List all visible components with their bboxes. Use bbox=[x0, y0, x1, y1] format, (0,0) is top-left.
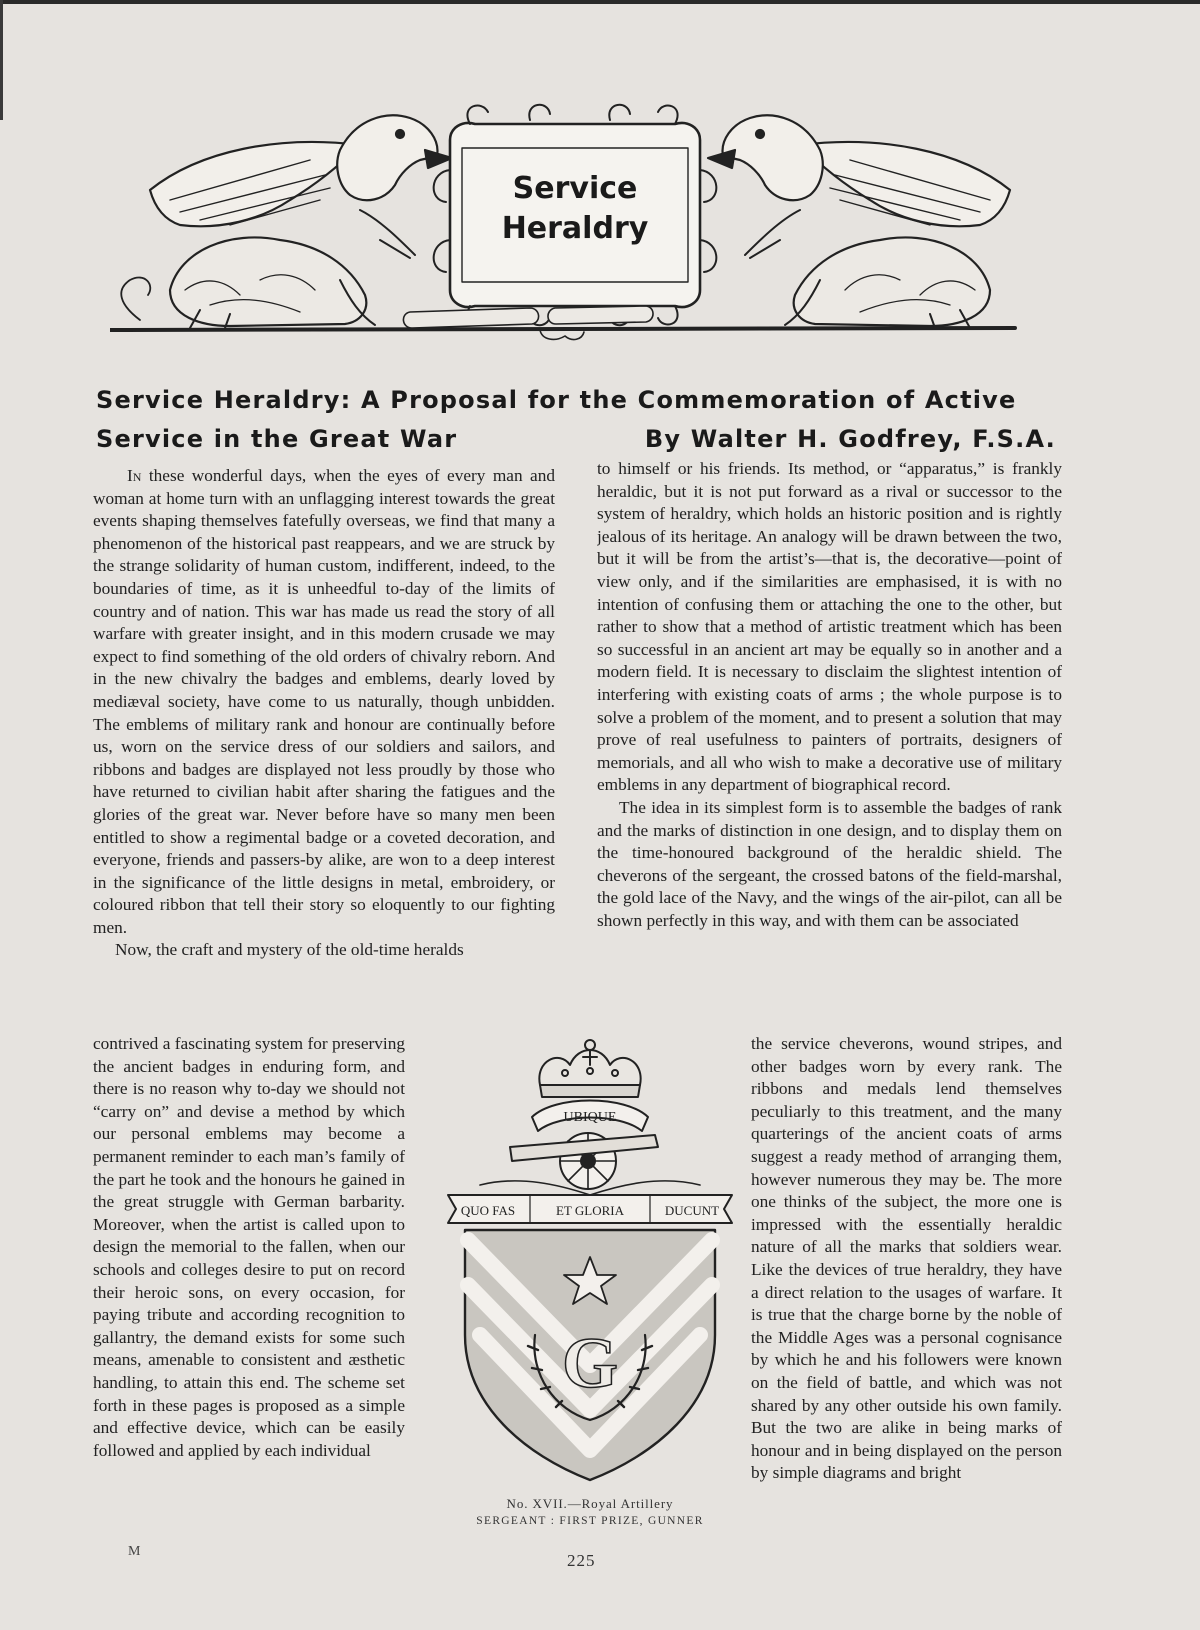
emblem-monogram: G bbox=[561, 1323, 619, 1403]
banner-title-line1: Service bbox=[512, 171, 638, 206]
dropcap-word: In bbox=[127, 466, 142, 485]
paragraph-2-continued: contrived a fascinating system for preserving the ancient badges in enduring form, and there is no reason why to-day we should not “carry on” and devise a method by which our personal emblems may become a permanent reminder to each man’s family of the part he took and the honours he gained in the great struggle with German barbarity. Moreover, when the artist is called upon to design the memorial to the fallen, when our schools and colleges desire to put on record their heroic sons, on every occasion, for paying tribute and according recognition to gallantry, the demand exists for some such means, amenable to consistent and æsthetic handling, to attain this end. The scheme set forth in these pages is proposed as a simple and effective device, which can be easily followed and applied by each individual bbox=[93, 1034, 405, 1460]
emblem-scroll-middle: ET GLORIA bbox=[555, 1203, 625, 1218]
body-column-left bbox=[93, 465, 555, 1010]
signature-mark: M bbox=[128, 1544, 141, 1559]
emblem-scroll-right: DUCUNT bbox=[664, 1203, 720, 1218]
article-title-line1: Service Heraldry: A Proposal for the Commemoration of Active bbox=[96, 386, 1017, 414]
emblem-scroll-left: QUO FAS bbox=[460, 1203, 516, 1218]
paragraph-2-start: Now, the craft and mystery of the old-time heralds bbox=[115, 940, 464, 960]
article-title-subtitle: Service in the Great War bbox=[96, 425, 458, 453]
article-byline: By Walter H. Godfrey, F.S.A. bbox=[644, 425, 1056, 453]
lower-left-scroll bbox=[403, 308, 538, 328]
page-number: 225 bbox=[567, 1551, 596, 1570]
figure-caption-line1: No. XVII.—Royal Artillery bbox=[506, 1496, 674, 1511]
left-griffin-head bbox=[337, 115, 437, 200]
figure-caption-line2: SERGEANT : FIRST PRIZE, GUNNER bbox=[476, 1515, 704, 1527]
body-column-right-lower bbox=[751, 1033, 1062, 1531]
paragraph-4-continued: the service cheverons, wound stripes, and other badges worn by every rank. The ribbons and medals lend themselves peculiarly to this treatment, and the many quarterings of the ancient coats of arms suggest a ready method of arranging them, however numerous they may be. The more one thinks of the subject, the more one is impressed with the essentially heraldic nature of all the marks that soldiers wear. Like the devices of true heraldry, they have a direct relation to the usages of warfare. It is true that the charge borne by the noble of the Middle Ages was a personal cognisance by which he and his followers were known on the field of battle, and which was not shared by any other outside his own family. But the two are alike in being marks of honour and in being displayed on the person by simple diagrams and bright bbox=[751, 1034, 1062, 1483]
paragraph-4-start: The idea in its simplest form is to assemble the badges of rank and the marks of distinction in one design, and to display them on the time-honoured background of the heraldic shield. The cheverons of the sergeant, the crossed batons of the field-marshal, the gold lace of the Navy, and the wings of the air-pilot, can all be shown perfectly in this way, and with them can be associated bbox=[597, 797, 1062, 930]
right-griffin-wing bbox=[800, 142, 1010, 226]
crown-icon bbox=[539, 1040, 640, 1097]
left-edge-rule bbox=[0, 0, 3, 120]
lower-right-scroll bbox=[548, 306, 653, 324]
left-griffin-wing bbox=[150, 142, 360, 226]
paragraph-3: to himself or his friends. Its method, or “apparatus,” is frankly heraldic, but it is not put forward as a rival or successor to the system of heraldry, which holds an historic position and is rightly jealous of its heritage. An analogy will be drawn between the two, but it will be from the artist’s—that is, the decorative—point of view only, and if the similarities are emphasised, it is with no intention of confusing them or attaching the one to the other, but rather to show that a method of artistic treatment which has been so successful in an ancient art may be equally so in another and a modern field. It is necessary to disclaim the slightest intention of interfering with existing coats of arms ; the whole purpose is to solve a problem of the moment, and to present a solution that may prove of real usefulness to painters of portraits, designers of memorials, and all who wish to make a decorative use of military emblems in any department of biographical record. bbox=[597, 459, 1062, 795]
body-column-left-lower bbox=[93, 1033, 405, 1531]
royal-artillery-shield-illustration bbox=[440, 1035, 740, 1490]
top-edge-rule bbox=[0, 0, 1200, 4]
griffin-banner-illustration bbox=[110, 90, 1050, 375]
emblem-scroll-ubique: UBIQUE bbox=[563, 1110, 617, 1125]
banner-title-line2: Heraldry bbox=[501, 211, 649, 246]
right-griffin-head bbox=[723, 115, 823, 200]
body-column-right bbox=[597, 458, 1062, 1026]
paragraph-1: In these wonderful days, when the eyes of every man and woman at home turn with an unflagging interest towards the great events shaping themselves fatefully overseas, we find that many a phenomenon of the historical past reappears, and we are struck by the strange solidarity of human custom, indifferent, indeed, to the boundaries of time, as it is unheedful to-day of the limits of country and of nation. This war has made us read the story of all warfare with greater insight, and in this modern crusade we may expect to find something of the old orders of chivalry reborn. And in the new chivalry the badges and emblems, dearly loved by mediæval society, have come to us naturally, though unbidden. The emblems of military rank and honour are continually before us, worn on the service dress of our soldiers and sailors, and ribbons and badges are displayed not less proudly by those who have returned to civilian habit after sharing the fatigues and the glories of the great war. Never before have so many men been entitled to show a regimental badge or a coveted decoration, and everyone, friends and passers-by alike, are won to a deep interest in the significance of the little designs in metal, embroidery, or coloured ribbon that tell their story so eloquently to our fighting men. bbox=[93, 466, 555, 937]
article-title-line2 bbox=[96, 425, 1056, 453]
